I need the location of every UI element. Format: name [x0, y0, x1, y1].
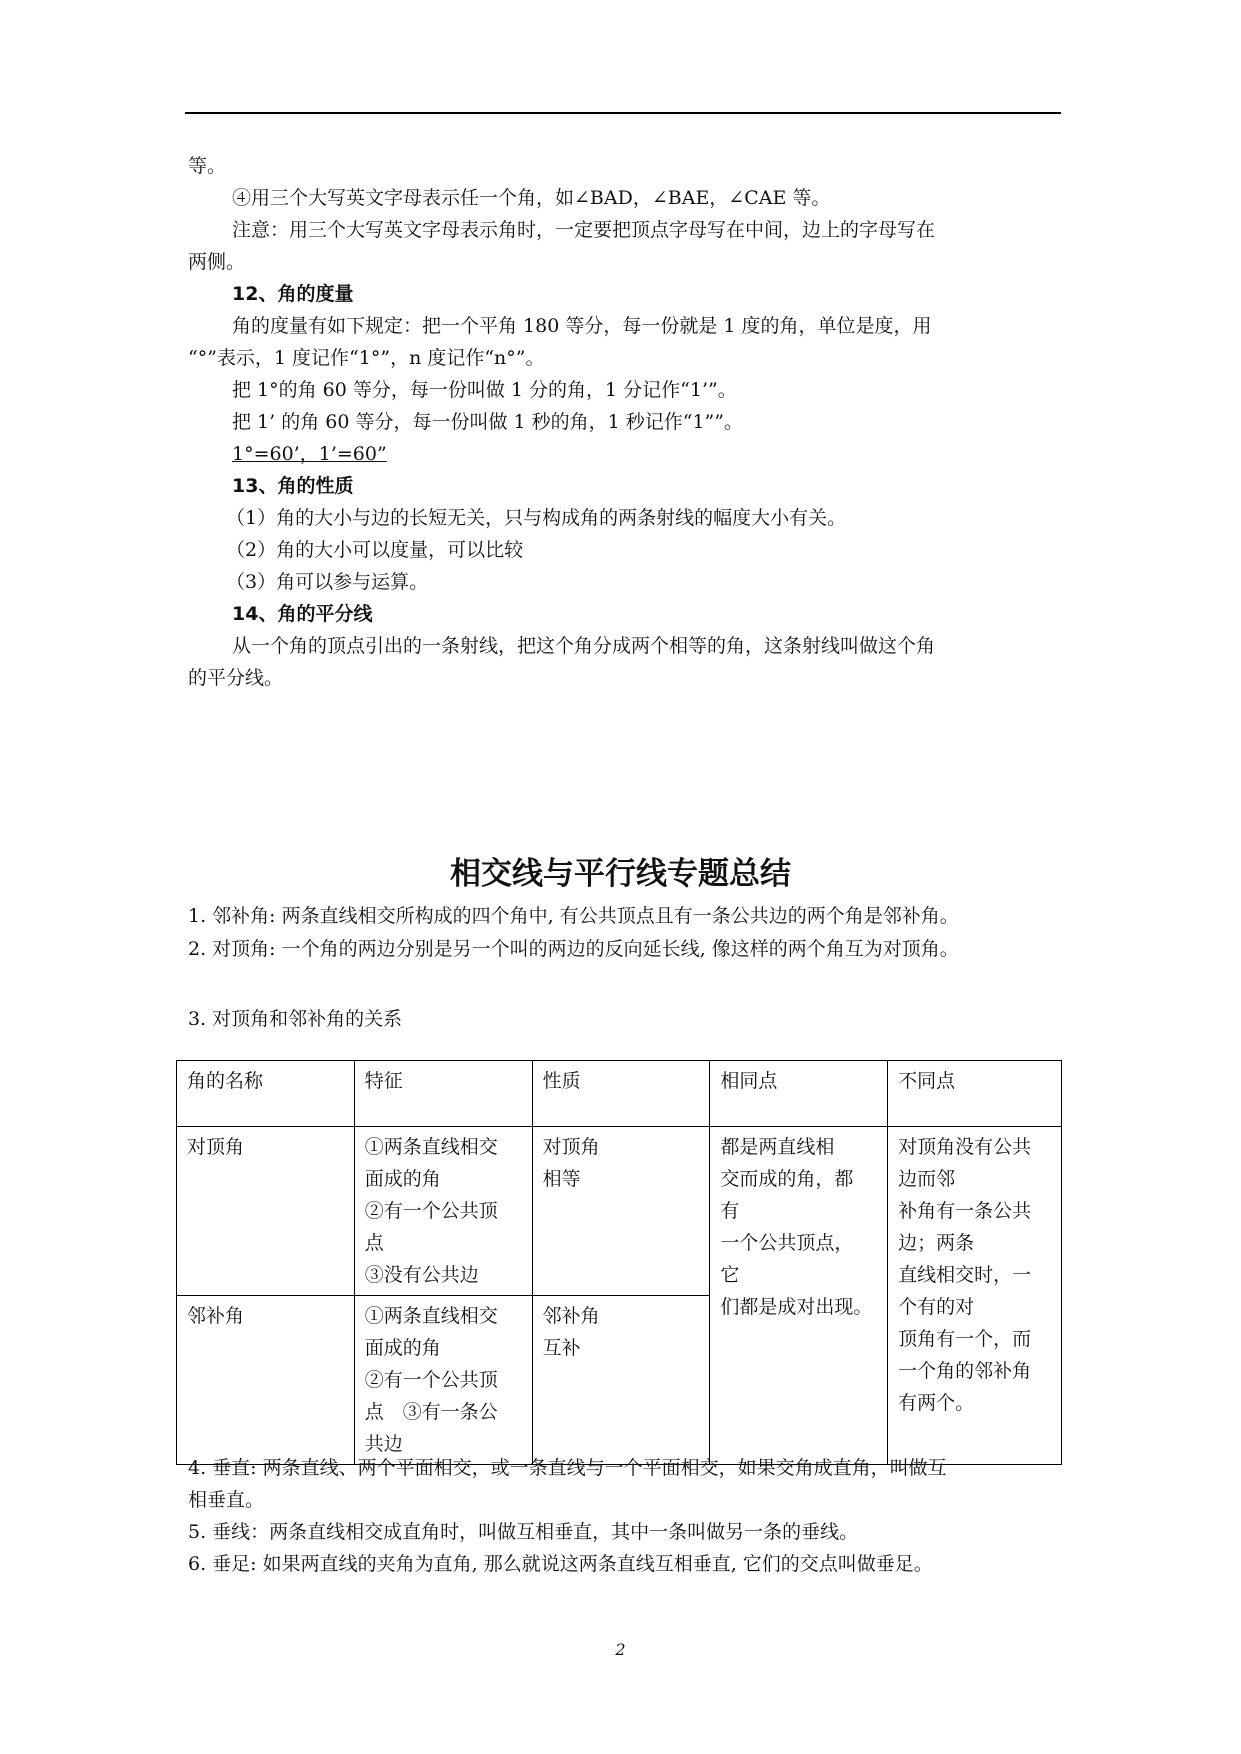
features-cell: [354, 1296, 532, 1465]
text-line: 5. 垂线：两条直线相交成直角时，叫做互相垂直，其中一条叫做另一条的垂线。: [188, 1521, 859, 1543]
cell-line: ①两条直线相交: [364, 1305, 498, 1327]
formula-underlined: 1°=60’，1’=60”: [232, 443, 387, 465]
text-line: 注意：用三个大写英文字母表示角时，一定要把顶点字母写在中间，边上的字母写在: [232, 219, 936, 241]
cell-line: ③没有公共边: [364, 1264, 479, 1286]
features-cell: [354, 1127, 532, 1296]
comparison-table: [176, 1060, 1062, 1465]
cell-line: 一个公共顶点，: [720, 1232, 854, 1254]
section-heading-14: 14、角的平分线: [232, 603, 373, 625]
cell-line: ②有一个公共顶: [364, 1200, 498, 1222]
text-line: 把 1°的角 60 等分，每一份叫做 1 分的角，1 分记作“1’”。: [232, 379, 737, 401]
summary-line-3: 3. 对顶角和邻补角的关系: [188, 1008, 403, 1030]
cell-line: 有: [720, 1200, 740, 1222]
cell-line: 共边: [364, 1433, 403, 1455]
angle-name-cell: 邻补角: [177, 1296, 355, 1465]
text-line: 两侧。: [188, 251, 246, 273]
cell-line: 它: [720, 1264, 740, 1286]
text-line: 6. 垂足: 如果两直线的夹角为直角, 那么就说这两条直线互相垂直, 它们的交点叫做垂足。: [188, 1553, 933, 1575]
cell-line: 个有的对: [898, 1296, 975, 1318]
cell-line: 交而成的角，都: [720, 1168, 854, 1190]
cell-line: 点 ③有一条公: [364, 1401, 498, 1423]
different-points-cell: [888, 1127, 1062, 1465]
cell-line: ①两条直线相交: [364, 1136, 498, 1158]
cell-line: 相等: [542, 1168, 581, 1190]
bottom-section: [188, 1452, 1060, 1580]
table-header-row: [177, 1061, 1062, 1127]
cell-line: 边而邻: [898, 1168, 956, 1190]
cell-line: 顶角有一个，而: [898, 1328, 1032, 1350]
page-number: 2: [615, 1640, 626, 1659]
top-section: [188, 150, 1060, 694]
cell-line: ②有一个公共顶: [364, 1369, 498, 1391]
same-points-cell: [710, 1127, 888, 1465]
cell-line: 边；两条: [898, 1232, 975, 1254]
table-header-cell: 相同点: [710, 1061, 888, 1127]
text-line: 4. 垂直: 两条直线、两个平面相交，或一条直线与一个平面相交，如果交角成直角，叫做互: [188, 1457, 947, 1479]
header-rule: [185, 112, 1061, 114]
table-header-cell: 性质: [532, 1061, 710, 1127]
table-header-cell: 不同点: [888, 1061, 1062, 1127]
text-line: 从一个角的顶点引出的一条射线，把这个角分成两个相等的角，这条射线叫做这个角: [232, 635, 936, 657]
text-line: 的平分线。: [188, 667, 284, 689]
text-line: ④用三个大写英文字母表示任一个角，如∠BAD，∠BAE，∠CAE 等。: [232, 187, 831, 209]
summary-line-2: 2. 对顶角: 一个角的两边分别是另一个叫的两边的反向延长线, 像这样的两个角互为对顶角。: [188, 938, 959, 960]
main-title: 相交线与平行线专题总结: [450, 856, 791, 892]
text-line: 角的度量有如下规定：把一个平角 180 等分，每一份就是 1 度的角，单位是度，用: [232, 315, 932, 337]
cell-line: 邻补角: [542, 1305, 600, 1327]
property-cell: [532, 1127, 710, 1296]
list-item: （1）角的大小与边的长短无关，只与构成角的两条射线的幅度大小有关。: [226, 507, 847, 529]
cell-line: 们都是成对出现。: [720, 1296, 873, 1318]
list-item: （3）角可以参与运算。: [226, 571, 429, 593]
cell-line: 补角有一条公共: [898, 1200, 1032, 1222]
cell-line: 面成的角: [364, 1337, 441, 1359]
table-header-cell: 特征: [354, 1061, 532, 1127]
text-line: “°”表示，1 度记作“1°”，n 度记作“n°”。: [188, 347, 545, 369]
text-line: 相垂直。: [188, 1489, 265, 1511]
cell-line: 面成的角: [364, 1168, 441, 1190]
text-line: 把 1’ 的角 60 等分，每一份叫做 1 秒的角，1 秒记作“1””。: [232, 411, 743, 433]
cell-line: 都是两直线相: [720, 1136, 835, 1158]
cell-line: 点: [364, 1232, 384, 1254]
property-cell: [532, 1296, 710, 1465]
text-line: 等。: [188, 155, 227, 177]
table-row: [177, 1127, 1062, 1296]
cell-line: 对顶角: [542, 1136, 600, 1158]
section-heading-13: 13、角的性质: [232, 475, 354, 497]
section-heading-12: 12、角的度量: [232, 283, 354, 305]
angle-name-cell: 对顶角: [177, 1127, 355, 1296]
table-header-cell: 角的名称: [177, 1061, 355, 1127]
list-item: （2）角的大小可以度量，可以比较: [226, 539, 524, 561]
cell-line: 互补: [542, 1337, 581, 1359]
cell-line: 有两个。: [898, 1392, 975, 1414]
summary-line-1: 1. 邻补角: 两条直线相交所构成的四个角中, 有公共顶点且有一条公共边的两个角是邻补角。: [188, 905, 959, 927]
cell-line: 一个角的邻补角: [898, 1360, 1032, 1382]
cell-line: 对顶角没有公共: [898, 1136, 1032, 1158]
cell-line: 直线相交时，一: [898, 1264, 1032, 1286]
